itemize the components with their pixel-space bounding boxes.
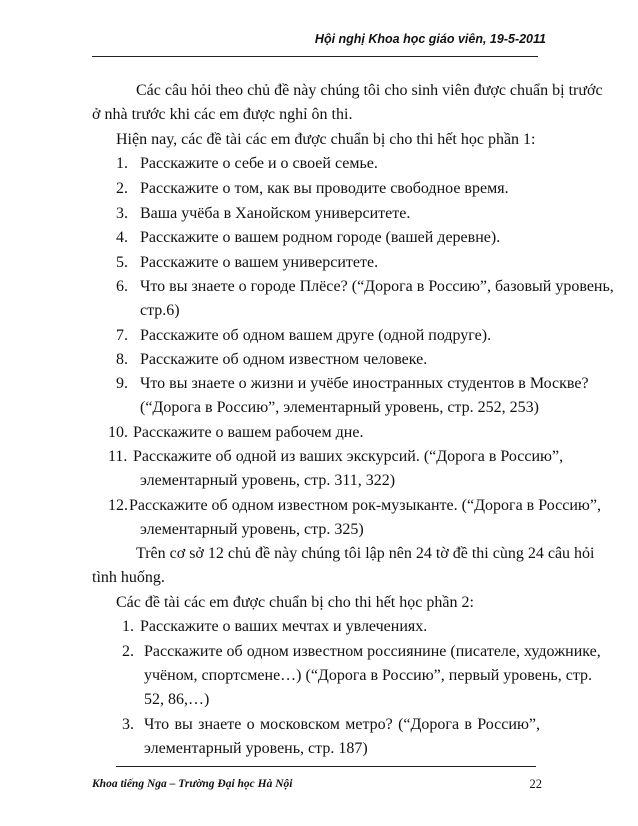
list1-num-10: 10.	[108, 424, 128, 441]
list1-num-1: 1.	[116, 155, 128, 172]
list1-item-6-cont: стр.6)	[140, 302, 180, 319]
page-number: 22	[529, 777, 542, 791]
list1-item-12-cont: элементарный уровень, стр. 325)	[140, 521, 364, 538]
list2-item-3: Что вы знаете о московском метро? (“Дорога в Россию”,	[144, 716, 540, 733]
list2-num-1: 1.	[122, 618, 134, 635]
list1-item-7: Расскажите об одном вашем друге (одной подруге).	[140, 327, 492, 344]
list1-num-6: 6.	[116, 278, 128, 295]
intro-paragraph-line-1: Các câu hỏi theo chủ đề này chúng tôi cho sinh viên được chuẩn bị trước	[136, 82, 603, 99]
list2-item-2-cont2: 52, 86,…)	[144, 691, 210, 708]
list1-item-11-cont: элементарный уровень, стр. 311, 322)	[140, 472, 396, 489]
list1-item-5: Расскажите о вашем университете.	[140, 254, 379, 271]
footer-affiliation: Khoa tiếng Nga – Trường Đại học Hà Nội	[92, 778, 293, 790]
list2-item-2: Расскажите об одном известном россиянине (писателе, художнике,	[144, 643, 601, 660]
list2-item-3-cont: элементарный уровень, стр. 187)	[144, 740, 368, 757]
list1-num-5: 5.	[116, 254, 128, 271]
list1-num-8: 8.	[116, 351, 128, 368]
list1-num-3: 3.	[116, 205, 128, 222]
list1-item-11: Расскажите об одной из ваших экскурсий. (“Дорога в Россию”,	[133, 448, 564, 465]
list1-item-12: Расскажите об одном известном рок-музыканте. (“Дорога в Россию”,	[129, 497, 601, 514]
list2-item-1: Расскажите о ваших мечтах и увлечениях.	[140, 618, 428, 635]
list2-item-2-cont: учёном, спортсмене…) (“Дорога в Россию”, первый уровень, стр.	[144, 667, 593, 684]
list1-num-7: 7.	[116, 327, 128, 344]
list1-item-4: Расскажите о вашем родном городе (вашей деревне).	[140, 229, 501, 246]
list1-item-1: Расскажите о себе и о своей семье.	[140, 155, 378, 172]
list1-item-8: Расскажите об одном известном человеке.	[140, 351, 428, 368]
intro-paragraph-line-2: ở nhà trước khi các em được nghỉ ôn thi.	[92, 106, 353, 123]
intro-part-2: Các đề tài các em được chuẩn bị cho thi hết học phần 2:	[116, 594, 474, 611]
list1-num-4: 4.	[116, 229, 128, 246]
list1-num-11: 11.	[108, 448, 128, 465]
list1-item-9: Что вы знаете о жизни и учёбе иностранных студентов в Москве?	[140, 375, 589, 392]
footer-rule	[116, 766, 536, 767]
list1-item-3: Ваша учёба в Ханойском университете.	[140, 205, 411, 222]
running-header: Hội nghị Khoa học giáo viên, 19-5-2011	[314, 32, 546, 46]
summary-paragraph-line-2: tình huống.	[92, 569, 165, 586]
intro-paragraph-2: Hiện nay, các đề tài các em được chuẩn bị cho thi hết học phần 1:	[116, 131, 536, 148]
list1-item-10: Расскажите о вашем рабочем дне.	[133, 424, 364, 441]
list1-num-2: 2.	[116, 180, 128, 197]
summary-paragraph-line-1: Trên cơ sở 12 chủ đề này chúng tôi lập nên 24 tờ đề thi cùng 24 câu hỏi	[136, 545, 595, 562]
list1-item-2: Расскажите о том, как вы проводите свободное время.	[140, 180, 509, 197]
list1-num-12: 12.	[108, 497, 128, 514]
list2-num-3: 3.	[122, 716, 134, 733]
header-rule	[92, 56, 538, 57]
list1-item-6: Что вы знаете о городе Плёсе? (“Дорога в Россию”, базовый уровень,	[140, 278, 614, 295]
list1-num-9: 9.	[116, 375, 128, 392]
list2-num-2: 2.	[122, 643, 134, 660]
list1-item-9-cont: (“Дорога в Россию”, элементарный уровень, стр. 252, 253)	[140, 399, 539, 416]
